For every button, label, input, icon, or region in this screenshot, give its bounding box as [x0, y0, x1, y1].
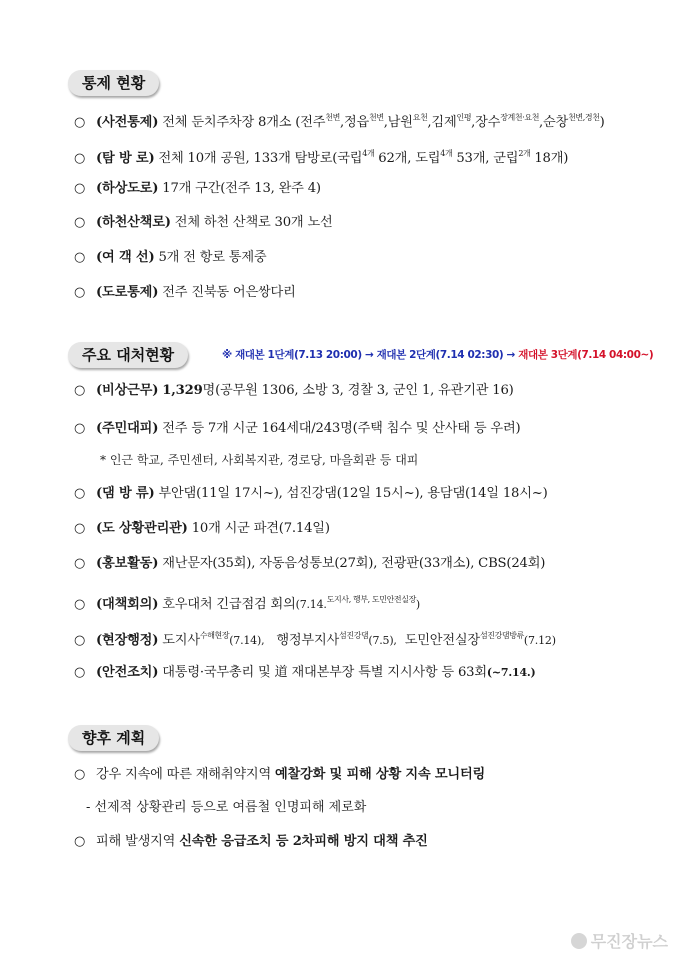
row-dam: ○ (댐 방 류) 부안댐(11일 17시~), 섬진강댐(12일 15시~), 용담댐(14일 18시~): [74, 486, 548, 501]
evacuation-note: * 인근 학교, 주민센터, 사회복지관, 경로당, 마을회관 등 대피: [100, 453, 419, 467]
row-road: ○ (도로통제) 전주 진북동 어은쌍다리: [74, 285, 296, 300]
section-title-response: 주요 대처현황: [68, 342, 188, 368]
row-meeting: ○ (대책회의) 호우대처 긴급점검 회의(7.14.$^{도지사, 행부, 도민안전실장}$): [74, 595, 420, 612]
row-pr: ○ (홍보활동) 재난문자(35회), 자동음성통보(27회), 전광판(33개소), CBS(24회): [74, 556, 546, 571]
watermark-logo: 무진장뉴스: [571, 929, 668, 952]
row-plan-2: ○ 피해 발생지역 신속한 응급조치 등 2차피해 방지 대책 추진: [74, 834, 428, 849]
row-riverwalk: ○ (하천산책로) 전체 하천 산책로 30개 노선: [74, 215, 333, 230]
section-title-plan: 향후 계획: [68, 725, 159, 751]
row-officer: ○ (도 상황관리관) 10개 시군 파견(7.14일): [74, 521, 330, 536]
stage-red: 재대본 3단계(7.14 04:00~): [514, 349, 654, 361]
bullet: ○: [74, 115, 86, 130]
row-plan-1-sub: - 선제적 상황관리 등으로 여름철 인명피해 제로화: [86, 800, 367, 815]
mountain-icon: [571, 933, 587, 949]
row-safety: ○ (안전조치) 대통령·국무총리 및 道 재대본부장 특별 지시사항 등 63회(~7.14.): [74, 665, 536, 680]
stage-timeline: [222, 347, 653, 363]
row-trail: ○ (탐 방 로) 전체 10개 공원, 133개 탐방로(국립$^{4개}$ 62개, 도립$^{4개}$ 53개, 군립$^{2개}$ 18개): [74, 149, 569, 166]
section-title-control: 통제 현황: [68, 70, 159, 96]
row-underpass: ○ (하상도로) 17개 구간(전주 13, 완주 4): [74, 181, 321, 196]
row-advance-control: ○ (사전통제) 전체 둔치주차장 8개소 (전주$^{천변}$,정읍$^{천변}$,남원$^{요천}$,김제$^{인평}$,장수$^{장계천\cdot 요천}$,순창$^{천변,경천}$): [74, 108, 654, 133]
row-field: ○ (현장행정) 도지사$^{수해현장}$(7.14), 행정부지사$^{섬진강댐}$(7.5), 도민안전실장$^{섬진강댐방류}$(7.12): [74, 631, 556, 648]
row-emergency: ○ (비상근무) 1,329명(공무원 1306, 소방 3, 경찰 3, 군인 1, 유관기관 16): [74, 383, 514, 398]
row-evacuation: ○ (주민대피) 전주 등 7개 시군 164세대/243명(주택 침수 및 산사태 등 우려): [74, 421, 521, 436]
row-ferry: ○ (여 객 선) 5개 전 항로 통제중: [74, 250, 267, 265]
row-plan-1: ○ 강우 지속에 따른 재해취약지역 예찰강화 및 피해 상황 지속 모니터링: [74, 767, 486, 782]
stage-blue: ※ 재대본 1단계(7.13 20:00) → 재대본 2단계(7.14 02:30) →: [222, 349, 515, 361]
